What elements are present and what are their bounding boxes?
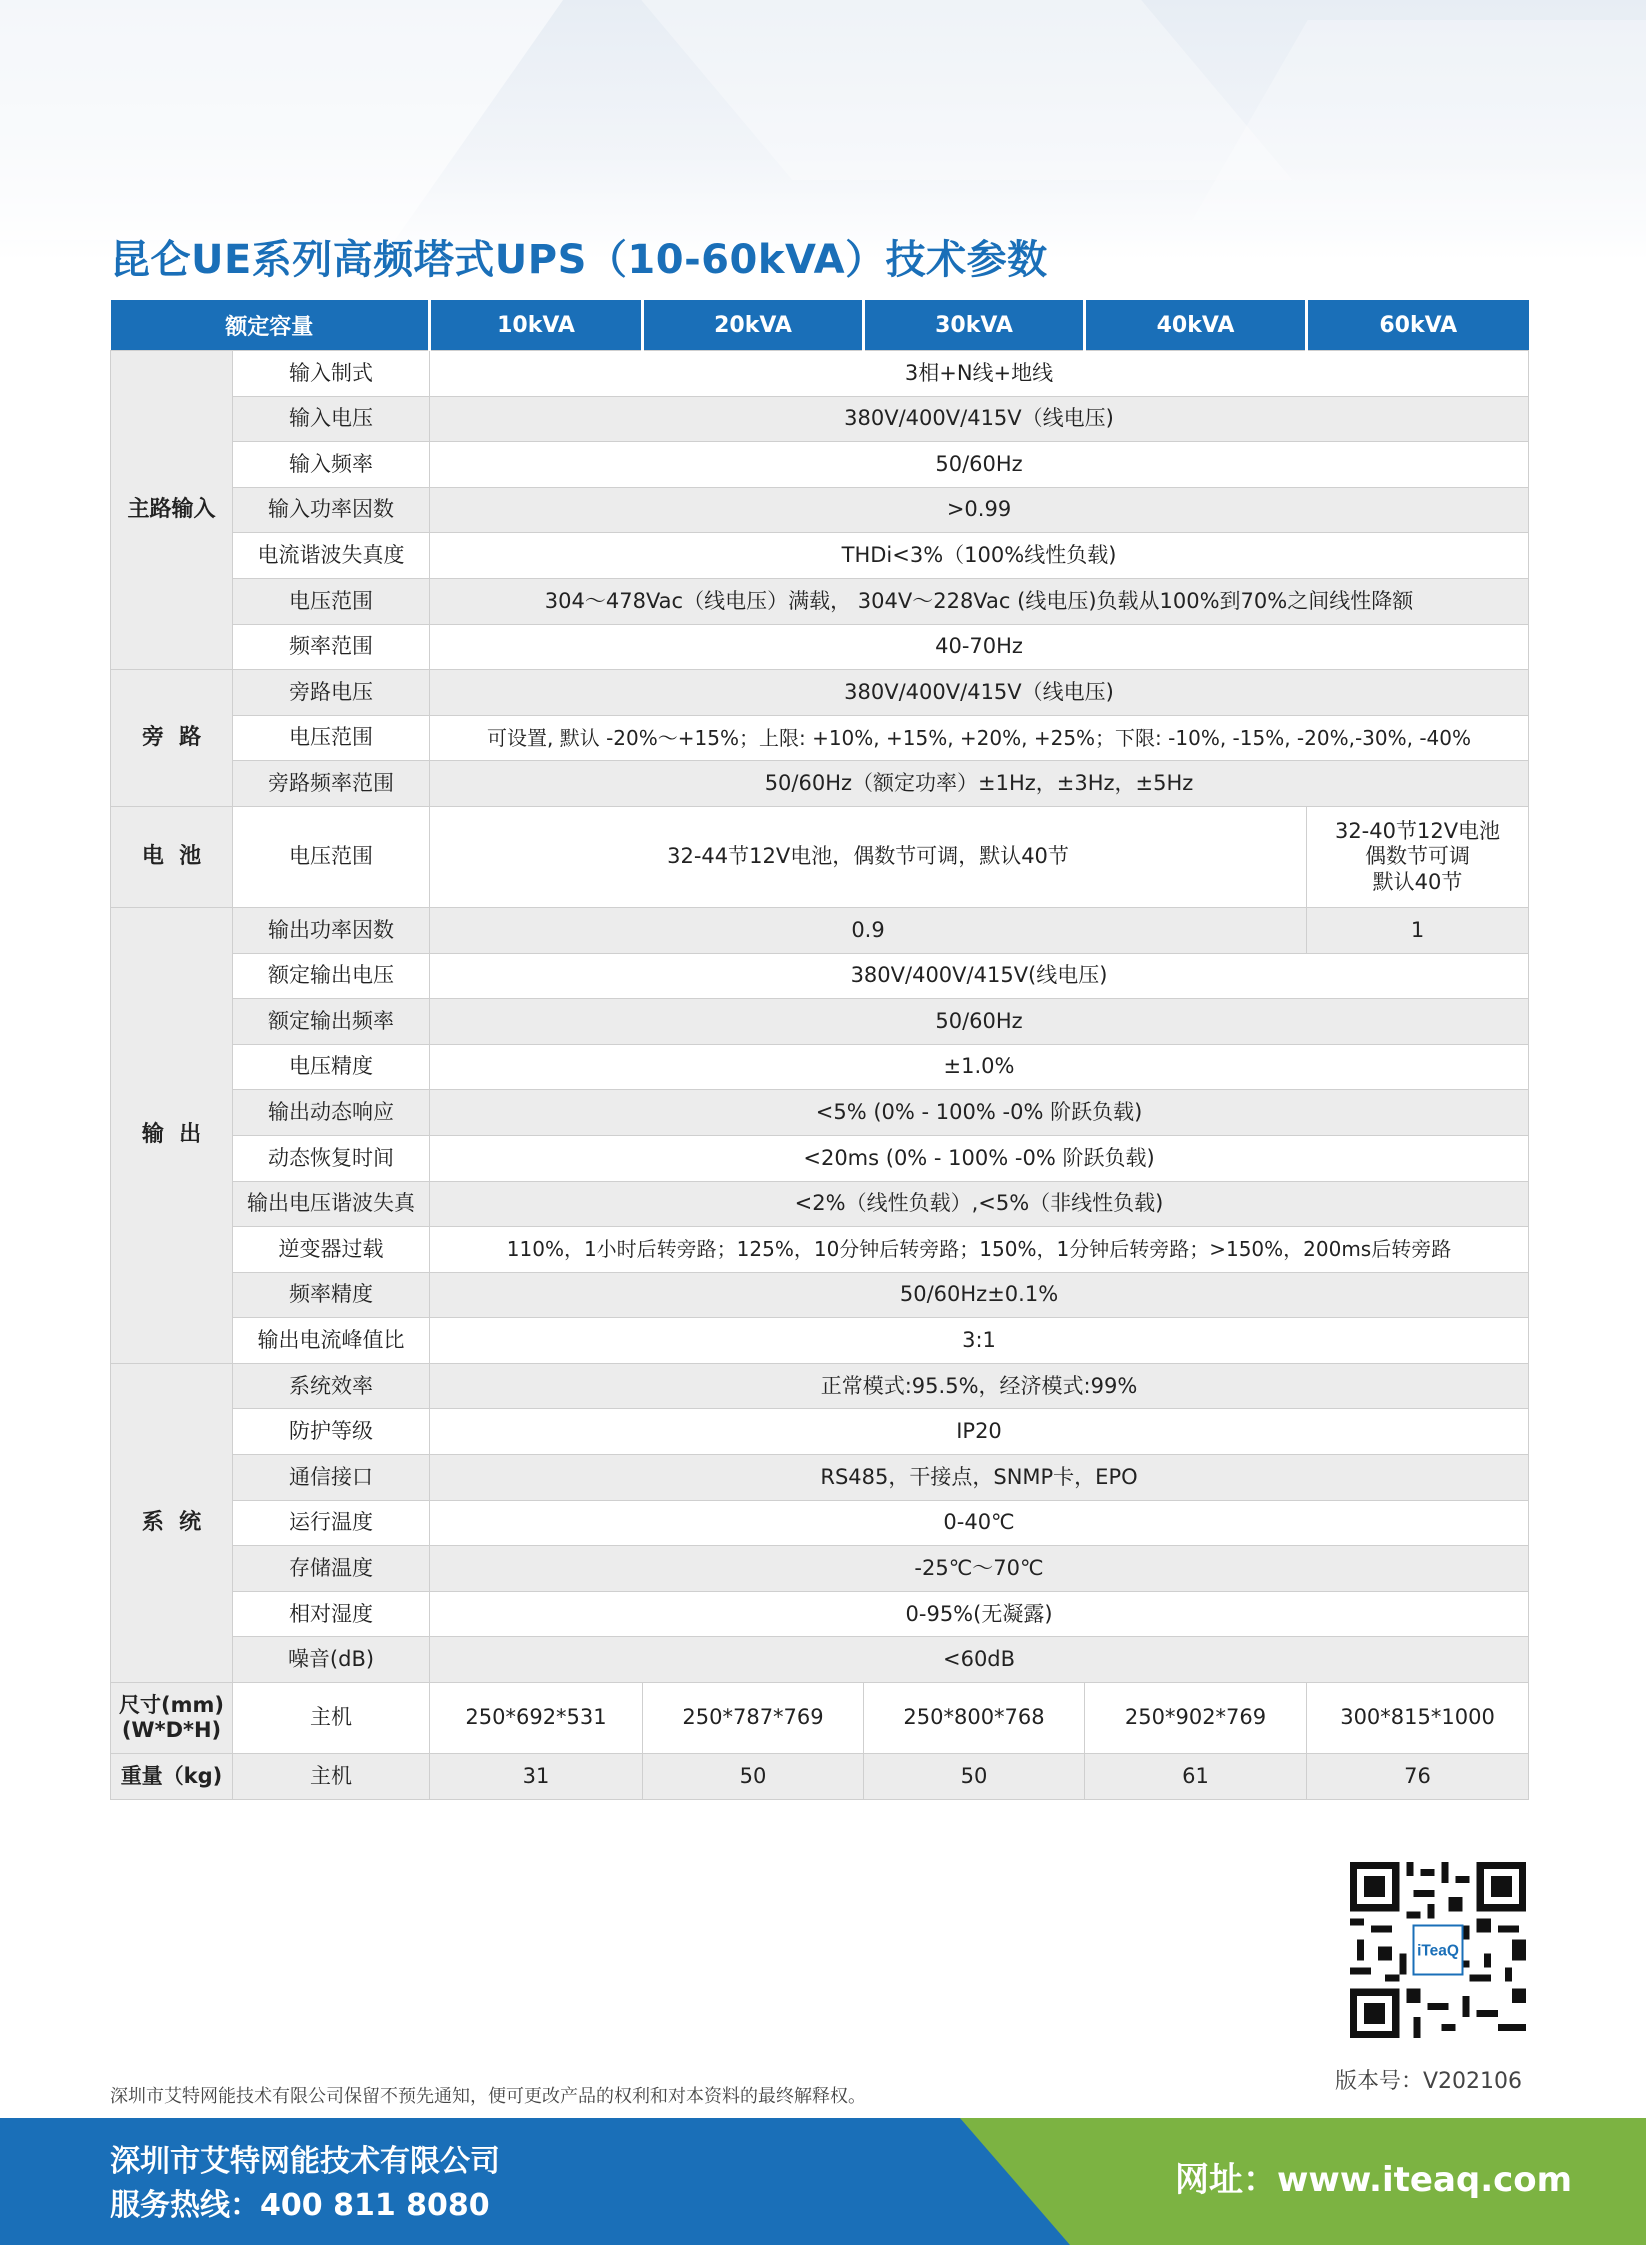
table-row	[111, 1272, 1529, 1318]
row-label: 电压范围	[233, 715, 430, 761]
header-model: 30kVA	[864, 300, 1085, 351]
version-number: 版本号：V202106	[1335, 2069, 1523, 2094]
row-value: 3相+N线+地线	[430, 351, 1529, 397]
row-value: 正常模式:95.5%，经济模式:99%	[430, 1363, 1529, 1409]
table-row	[111, 1754, 1529, 1800]
row-label: 输出动态响应	[233, 1090, 430, 1136]
row-value-60k: 1	[1307, 907, 1529, 953]
header-background	[0, 0, 1646, 260]
row-value: 50/60Hz	[430, 442, 1529, 488]
row-value: 50	[643, 1754, 864, 1800]
table-row	[111, 1135, 1529, 1181]
table-row	[111, 1318, 1529, 1364]
row-label: 主机	[233, 1754, 430, 1800]
table-row	[111, 953, 1529, 999]
table-row	[111, 1181, 1529, 1227]
footer-bar	[0, 2118, 1646, 2245]
table-row	[111, 1044, 1529, 1090]
page-title: 昆仑UE系列高频塔式UPS（10-60kVA）技术参数	[110, 237, 1048, 283]
row-value: 61	[1085, 1754, 1307, 1800]
row-value-60k: 32-40节12V电池 偶数节可调 默认40节	[1307, 806, 1529, 907]
row-value: 250*902*769	[1085, 1683, 1307, 1754]
row-value: 76	[1307, 1754, 1529, 1800]
table-row	[111, 761, 1529, 807]
row-label: 噪音(dB)	[233, 1637, 430, 1683]
row-label: 频率精度	[233, 1272, 430, 1318]
row-label: 输入功率因数	[233, 487, 430, 533]
row-value: 250*692*531	[430, 1683, 643, 1754]
row-value: 31	[430, 1754, 643, 1800]
row-label: 电压精度	[233, 1044, 430, 1090]
table-header-row	[111, 300, 1529, 351]
group-label-system: 系 统	[111, 1363, 233, 1682]
row-label: 电压范围	[233, 806, 430, 907]
table-row	[111, 1683, 1529, 1754]
table-row	[111, 1090, 1529, 1136]
table-row	[111, 1455, 1529, 1501]
row-value: 0.9	[430, 907, 1307, 953]
table-row	[111, 1500, 1529, 1546]
row-value: 110%，1小时后转旁路；125%，10分钟后转旁路；150%，1分钟后转旁路；>150%，200ms后转旁路	[430, 1227, 1529, 1273]
group-label-input: 主路输入	[111, 351, 233, 670]
table-row	[111, 670, 1529, 716]
row-label: 主机	[233, 1683, 430, 1754]
row-label: 系统效率	[233, 1363, 430, 1409]
header-model: 40kVA	[1085, 300, 1307, 351]
row-label: 旁路频率范围	[233, 761, 430, 807]
table-row	[111, 533, 1529, 579]
row-label: 防护等级	[233, 1409, 430, 1455]
group-label-dimension: 尺寸(mm) (W*D*H)	[111, 1683, 233, 1754]
row-value: <2%（线性负载）,<5%（非线性负载)	[430, 1181, 1529, 1227]
header-rated-capacity: 额定容量	[111, 300, 430, 351]
header-model: 10kVA	[430, 300, 643, 351]
disclaimer: 深圳市艾特网能技术有限公司保留不预先通知，便可更改产品的权利和对本资料的最终解释权。	[110, 2086, 866, 2107]
row-label: 频率范围	[233, 624, 430, 670]
group-label-battery: 电 池	[111, 806, 233, 907]
row-value: IP20	[430, 1409, 1529, 1455]
row-label: 输出功率因数	[233, 907, 430, 953]
table-row	[111, 578, 1529, 624]
table-row	[111, 907, 1529, 953]
row-label: 输入电压	[233, 396, 430, 442]
table-row	[111, 487, 1529, 533]
table-row	[111, 999, 1529, 1045]
row-value: THDi<3%（100%线性负载)	[430, 533, 1529, 579]
row-value: <20ms (0% - 100% -0% 阶跃负载)	[430, 1135, 1529, 1181]
row-value: 380V/400V/415V(线电压)	[430, 953, 1529, 999]
row-value: 50/60Hz	[430, 999, 1529, 1045]
row-value: RS485，干接点，SNMP卡，EPO	[430, 1455, 1529, 1501]
table-row	[111, 1591, 1529, 1637]
header-model: 60kVA	[1307, 300, 1529, 351]
row-label: 输入频率	[233, 442, 430, 488]
row-label: 通信接口	[233, 1455, 430, 1501]
footer-hotline[interactable]: 服务热线：400 811 8080	[110, 2188, 490, 2223]
qr-logo: iTeaQ	[1417, 1942, 1459, 1960]
spec-table	[110, 300, 1529, 1800]
row-value: 250*787*769	[643, 1683, 864, 1754]
row-label: 输出电压谐波失真	[233, 1181, 430, 1227]
table-row	[111, 715, 1529, 761]
row-value: 0-95%(无凝露)	[430, 1591, 1529, 1637]
row-label: 电压范围	[233, 578, 430, 624]
table-row	[111, 1363, 1529, 1409]
row-value: ±1.0%	[430, 1044, 1529, 1090]
table-row	[111, 396, 1529, 442]
row-value: 50	[864, 1754, 1085, 1800]
row-value: 250*800*768	[864, 1683, 1085, 1754]
row-value: -25℃～70℃	[430, 1546, 1529, 1592]
row-value: 50/60Hz±0.1%	[430, 1272, 1529, 1318]
row-label: 运行温度	[233, 1500, 430, 1546]
row-label: 动态恢复时间	[233, 1135, 430, 1181]
row-label: 额定输出频率	[233, 999, 430, 1045]
row-value: <5% (0% - 100% -0% 阶跃负载)	[430, 1090, 1529, 1136]
row-label: 输入制式	[233, 351, 430, 397]
row-label: 存储温度	[233, 1546, 430, 1592]
row-value: 可设置, 默认 -20%～+15%；上限: +10%, +15%, +20%, +25%；下限: -10%, -15%, -20%,-30%, -40%	[430, 715, 1529, 761]
table-row	[111, 1227, 1529, 1273]
header-model: 20kVA	[643, 300, 864, 351]
row-value: 32-44节12V电池，偶数节可调，默认40节	[430, 806, 1307, 907]
row-value: 40-70Hz	[430, 624, 1529, 670]
table-row	[111, 442, 1529, 488]
table-row	[111, 1546, 1529, 1592]
row-label: 输出电流峰值比	[233, 1318, 430, 1364]
table-row	[111, 351, 1529, 397]
row-value: <60dB	[430, 1637, 1529, 1683]
row-label: 旁路电压	[233, 670, 430, 716]
table-row	[111, 624, 1529, 670]
table-row	[111, 1409, 1529, 1455]
row-value: 3:1	[430, 1318, 1529, 1364]
row-label: 电流谐波失真度	[233, 533, 430, 579]
footer-company: 深圳市艾特网能技术有限公司	[110, 2144, 500, 2179]
table-row	[111, 806, 1529, 907]
footer-website[interactable]: 网址：www.iteaq.com	[1175, 2160, 1573, 2200]
row-label: 相对湿度	[233, 1591, 430, 1637]
group-label-bypass: 旁 路	[111, 670, 233, 807]
row-value: 304～478Vac（线电压）满载， 304V～228Vac (线电压)负载从100%到70%之间线性降额	[430, 578, 1529, 624]
row-value: 0-40℃	[430, 1500, 1529, 1546]
row-value: 380V/400V/415V（线电压)	[430, 670, 1529, 716]
qr-code[interactable]	[1350, 1862, 1526, 2038]
row-label: 逆变器过载	[233, 1227, 430, 1273]
row-value: >0.99	[430, 487, 1529, 533]
table-row	[111, 1637, 1529, 1683]
row-value: 50/60Hz（额定功率）±1Hz，±3Hz，±5Hz	[430, 761, 1529, 807]
group-label-weight: 重量（kg)	[111, 1754, 233, 1800]
row-label: 额定输出电压	[233, 953, 430, 999]
row-value: 380V/400V/415V（线电压)	[430, 396, 1529, 442]
group-label-output: 输 出	[111, 907, 233, 1363]
row-value: 300*815*1000	[1307, 1683, 1529, 1754]
